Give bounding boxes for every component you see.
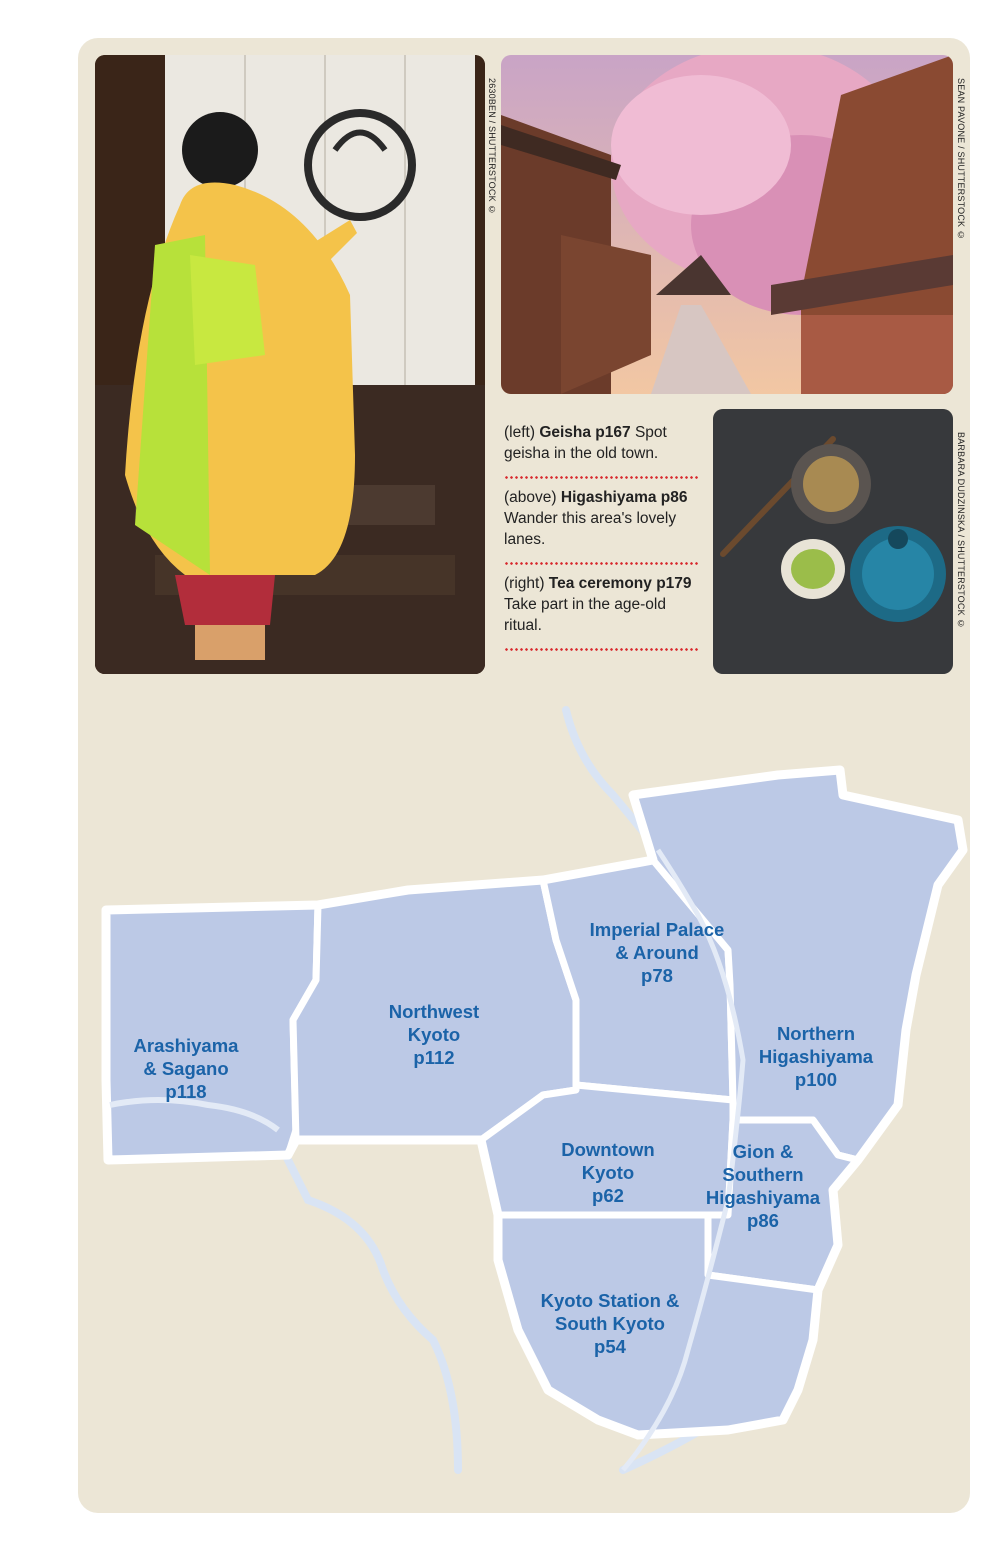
geisha-photo bbox=[95, 55, 485, 674]
region-name-line: Higashiyama bbox=[705, 1187, 821, 1208]
region-name-line: Kyoto Station & bbox=[540, 1290, 680, 1311]
region-name-line: Arashiyama bbox=[133, 1035, 239, 1056]
label-northwest-kyoto bbox=[374, 1000, 494, 1069]
kyoto-regions-map bbox=[78, 700, 970, 1513]
region-page: p54 bbox=[594, 1336, 626, 1357]
region-name-line: Northern bbox=[776, 1023, 856, 1044]
caption-title: Tea ceremony p179 bbox=[548, 575, 692, 592]
region-page: p78 bbox=[641, 965, 673, 986]
region-name-line: South Kyoto bbox=[555, 1313, 665, 1334]
region-page: p62 bbox=[592, 1185, 624, 1206]
region-page: p112 bbox=[413, 1047, 455, 1068]
caption-title: Geisha p167 bbox=[539, 424, 631, 441]
higashiyama-photo bbox=[501, 55, 953, 394]
region-name-line: Imperial Palace bbox=[589, 919, 725, 940]
label-imperial-palace bbox=[577, 918, 737, 987]
label-downtown-kyoto bbox=[548, 1138, 668, 1207]
region-page: p118 bbox=[165, 1081, 207, 1102]
region-name-line: Downtown bbox=[561, 1139, 655, 1160]
region-page: p86 bbox=[747, 1210, 779, 1231]
region-name-line: Southern bbox=[722, 1164, 804, 1185]
divider bbox=[504, 648, 700, 651]
caption-text: Take part in the age-old ritual. bbox=[504, 596, 666, 634]
caption-geisha bbox=[504, 422, 700, 470]
map-svg bbox=[78, 700, 970, 1513]
caption-higashiyama bbox=[504, 487, 700, 556]
region-name-line: Gion & bbox=[732, 1141, 794, 1162]
region-name-line: Kyoto bbox=[407, 1024, 461, 1045]
label-arashiyama-sagano bbox=[126, 1034, 246, 1103]
caption-position: (left) bbox=[504, 424, 535, 441]
label-northern-higashiyama bbox=[750, 1022, 882, 1091]
photo-captions bbox=[504, 422, 700, 659]
region-page: p100 bbox=[794, 1069, 838, 1090]
photo-credit-higashiyama: SEAN PAVONE / SHUTTERSTOCK © bbox=[956, 78, 966, 241]
caption-position: (above) bbox=[504, 489, 557, 506]
label-kyoto-station-south bbox=[530, 1289, 690, 1358]
region-name-line: Northwest bbox=[388, 1001, 480, 1022]
caption-position: (right) bbox=[504, 575, 545, 592]
divider bbox=[504, 562, 700, 565]
divider bbox=[504, 476, 700, 479]
caption-title: Higashiyama p86 bbox=[560, 489, 688, 506]
region-name-line: Kyoto bbox=[581, 1162, 635, 1183]
region-arashiyama-sagano[interactable] bbox=[106, 905, 318, 1160]
region-name-line: & Around bbox=[615, 942, 699, 963]
tea-ceremony-photo bbox=[713, 409, 953, 674]
photo-credit-geisha: 2630BEN / SHUTTERSTOCK © bbox=[487, 78, 497, 215]
region-name-line: Higashiyama bbox=[758, 1046, 874, 1067]
photo-credit-tea: BARBARA DUDZINSKA / SHUTTERSTOCK © bbox=[956, 432, 966, 629]
region-name-line: & Sagano bbox=[143, 1058, 229, 1079]
label-gion-southern-higashiyama bbox=[698, 1140, 828, 1232]
caption-tea bbox=[504, 573, 700, 642]
river-katsura bbox=[278, 1140, 458, 1470]
caption-text: Wander this area's lovely lanes. bbox=[504, 510, 677, 548]
caption-text: Spot geisha in the old town. bbox=[504, 424, 667, 462]
